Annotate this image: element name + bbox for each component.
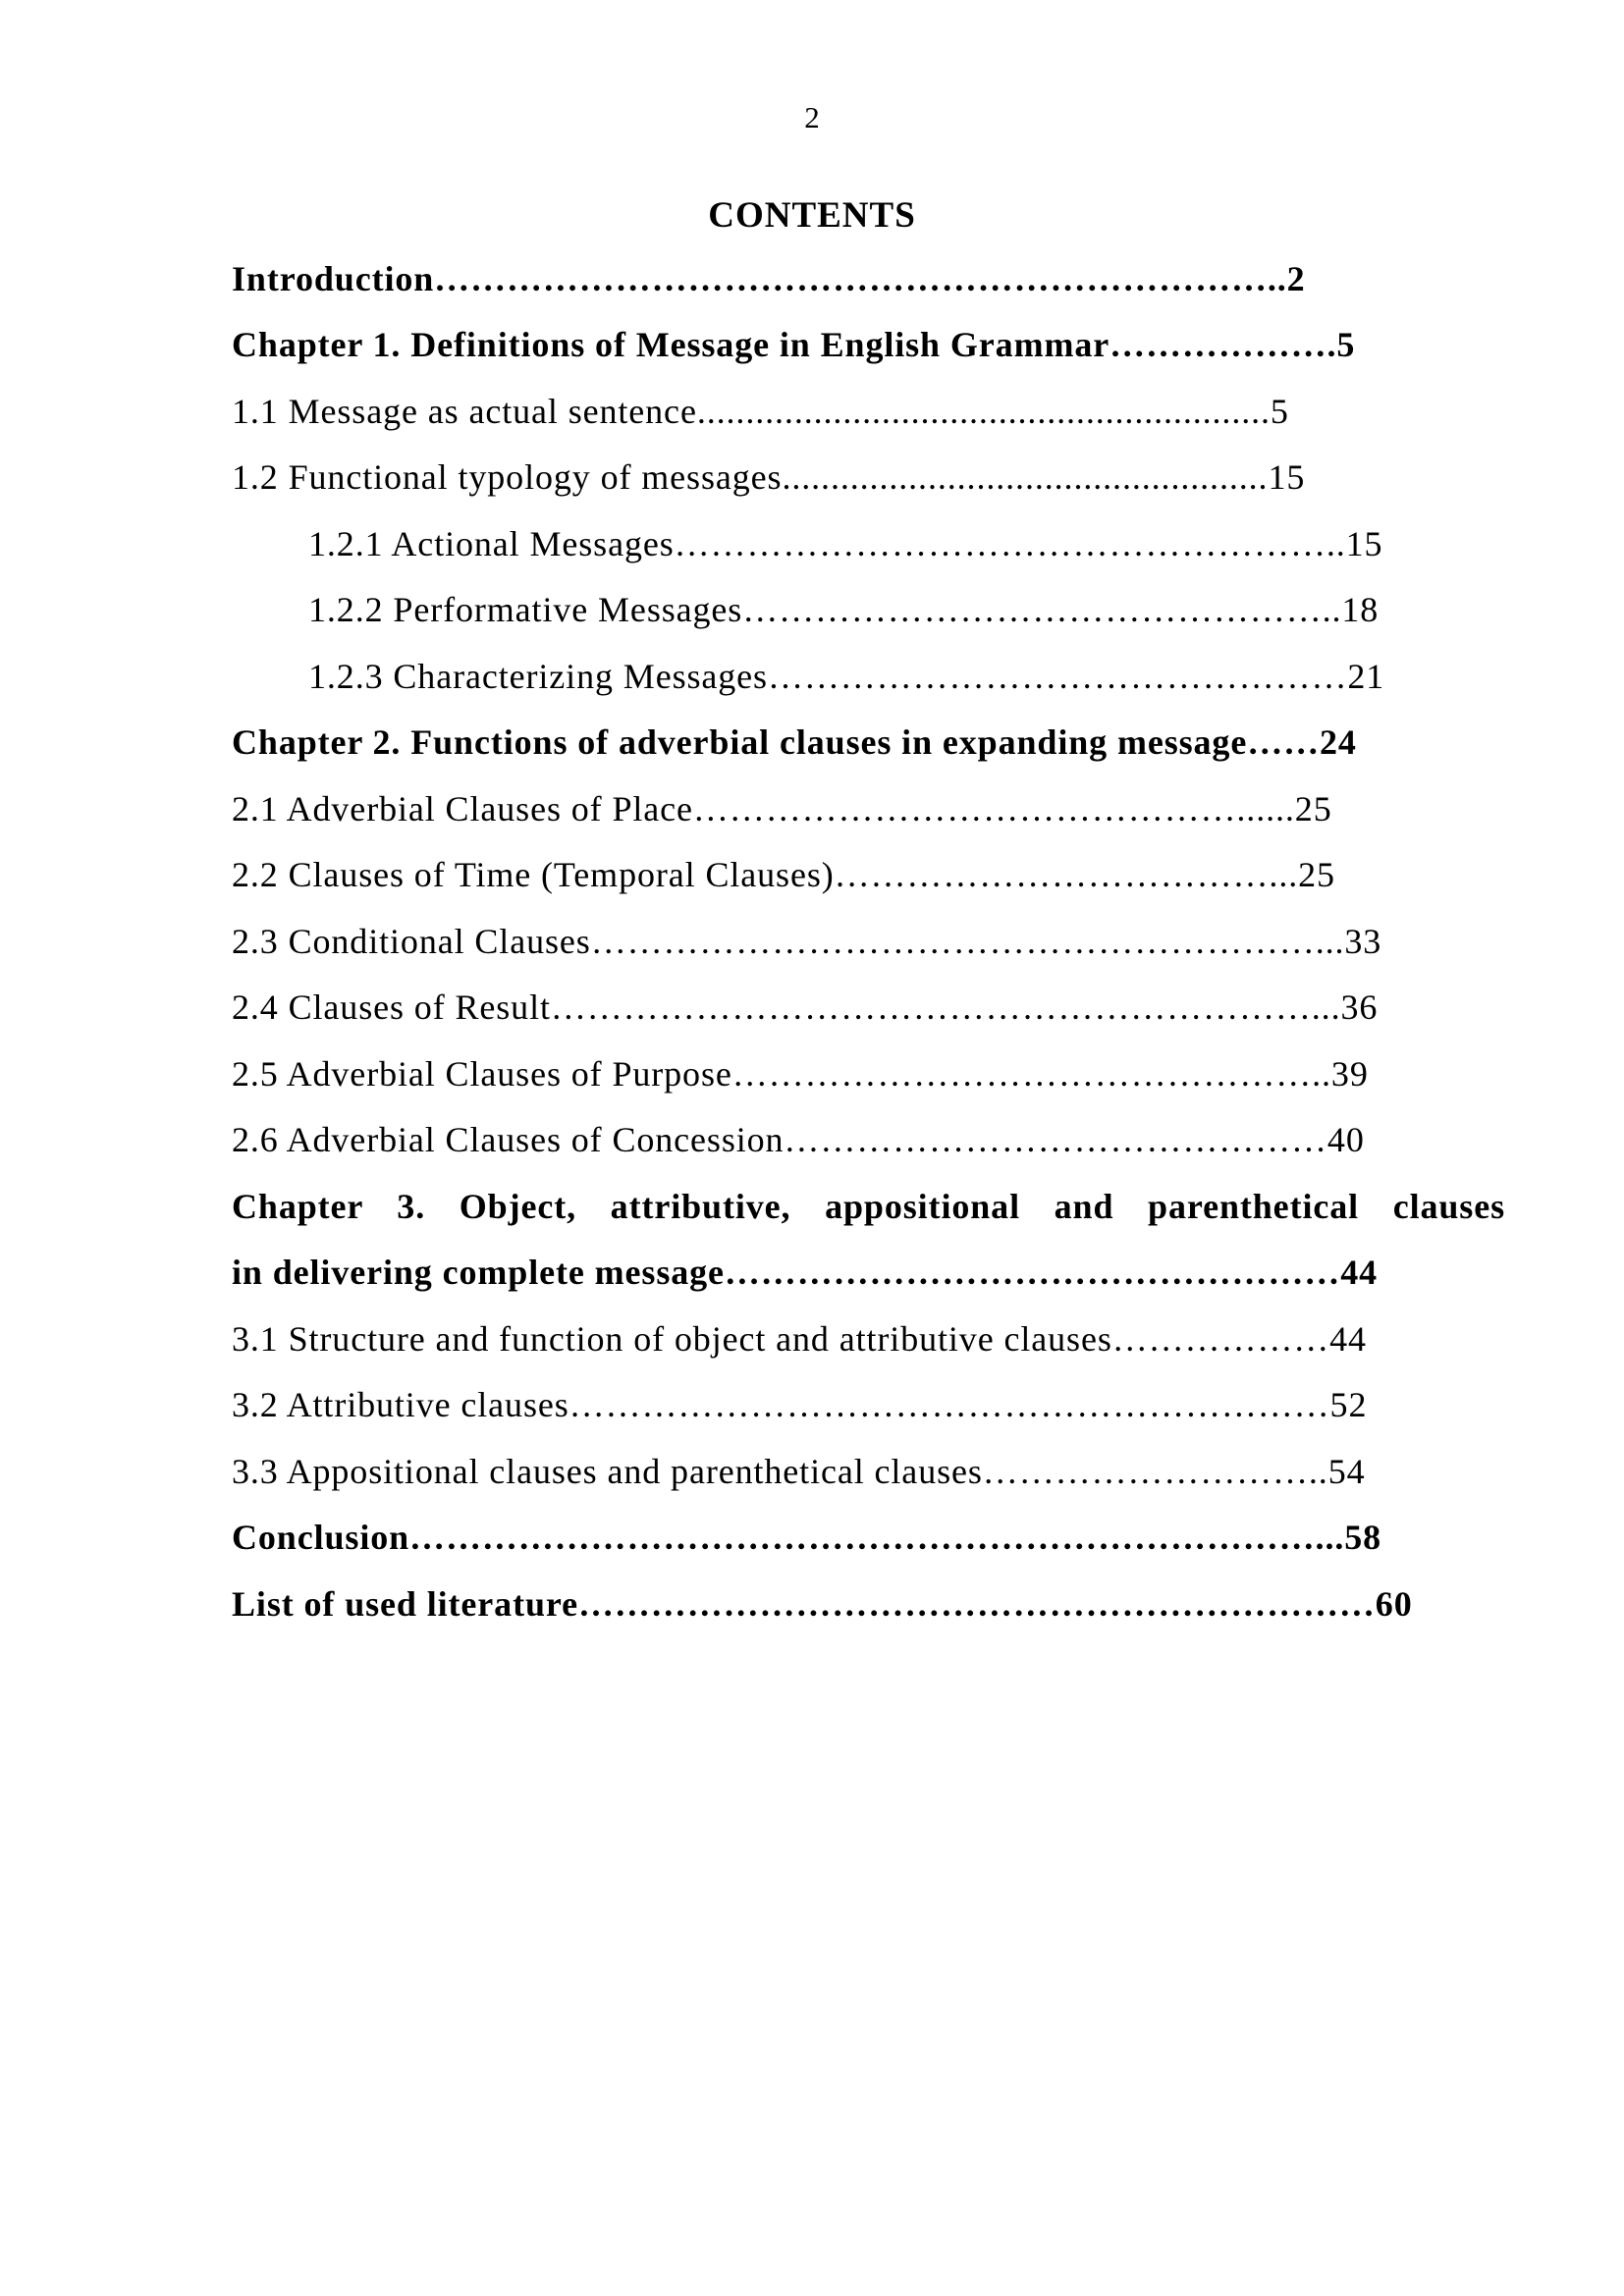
toc-entry-2-3: 2.3 Conditional Clauses……………………………………………………...33: [232, 922, 1382, 961]
page-number: 2: [804, 100, 820, 134]
toc-entry-2-5: 2.5 Adverbial Clauses of Purpose…………………………………………..39: [232, 1054, 1369, 1094]
toc-entry-literature: List of used literature…………………………………………………………60: [232, 1584, 1413, 1624]
toc-entry-3-3: 3.3 Appositional clauses and parenthetical clauses………………………..54: [232, 1452, 1366, 1491]
toc-entry-conclusion: Conclusion…………………………………………………………………...58: [232, 1518, 1382, 1557]
toc-entry-chapter-3-line-2: in delivering complete message……………………………………………44: [232, 1253, 1379, 1292]
toc-entry-3-2: 3.2 Attributive clauses………………………………………………………52: [232, 1385, 1368, 1424]
toc-entry-1-2-3: 1.2.3 Characterizing Messages…………………………………………21: [308, 657, 1385, 696]
toc-entry-2-6: 2.6 Adverbial Clauses of Concession………………………………………40: [232, 1120, 1365, 1159]
toc-entry-2-1: 2.1 Adverbial Clauses of Place………………………………………......25: [232, 789, 1332, 828]
contents-heading: CONTENTS: [708, 195, 916, 236]
toc-entry-2-2: 2.2 Clauses of Time (Temporal Clauses)………………………………...25: [232, 855, 1335, 894]
toc-entry-1-1: 1.1 Message as actual sentence...........................................................5: [232, 392, 1289, 431]
toc-entry-chapter-3-line-1: Chapter 3. Object, attributive, appositional and parenthetical clauses: [232, 1187, 1505, 1226]
toc-entry-3-1: 3.1 Structure and function of object and attributive clauses………………44: [232, 1319, 1367, 1359]
toc-entry-1-2: 1.2 Functional typology of messages..................................................15: [232, 457, 1306, 497]
toc-entry-2-4: 2.4 Clauses of Result………………………………………………………...36: [232, 988, 1379, 1027]
toc-entry-introduction: Introduction……………………………………………………………..2: [232, 259, 1306, 298]
toc-entry-1-2-2: 1.2.2 Performative Messages…………………………………………..18: [308, 590, 1380, 629]
toc-entry-chapter-2: Chapter 2. Functions of adverbial clauses in expanding message……24: [232, 722, 1357, 762]
toc-entry-1-2-1: 1.2.1 Actional Messages………………………………………………..15: [308, 524, 1383, 563]
toc-entry-chapter-1: Chapter 1. Definitions of Message in English Grammar……………….5: [232, 325, 1356, 364]
